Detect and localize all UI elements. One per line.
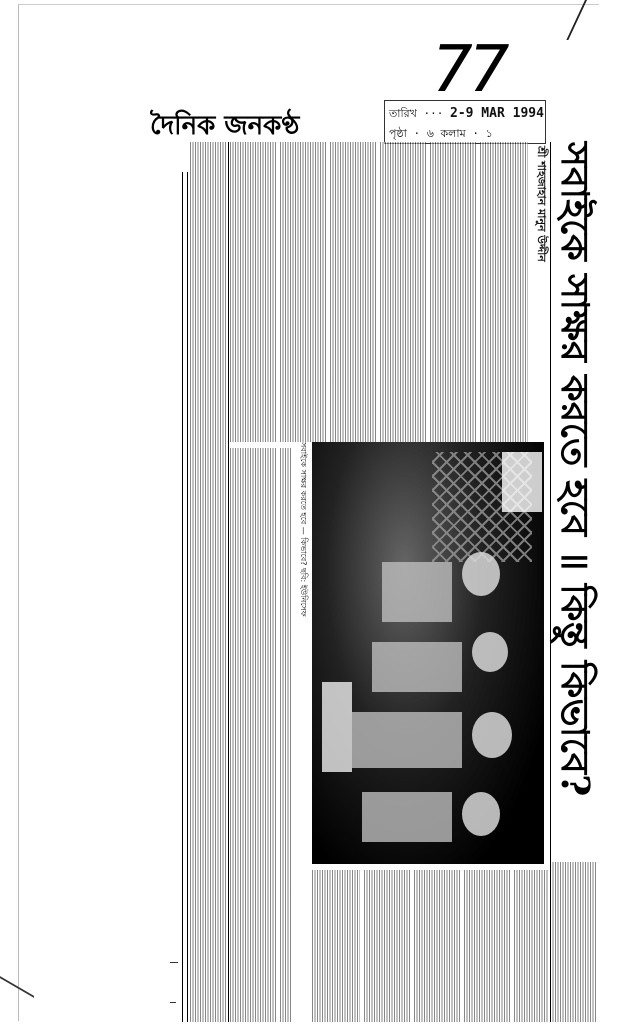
article-headline: সবাইকে সাক্ষর করতে হবে ॥ কিন্তু কিভাবে? <box>553 142 598 797</box>
photo-detail <box>472 712 512 758</box>
text-column <box>230 448 276 1022</box>
handwritten-page-number: 77 <box>432 33 506 107</box>
text-column <box>464 870 510 1022</box>
date-label: তারিখ <box>389 107 417 120</box>
column-divider <box>228 142 229 1022</box>
text-column <box>480 142 528 442</box>
column-label: কলাম <box>440 127 466 140</box>
news-article <box>180 142 600 1022</box>
byline-strip <box>532 142 550 442</box>
article-byline: শ্রী শাহজাহান মানুন উদ্দীন <box>535 146 548 262</box>
column-rule <box>182 172 188 1022</box>
article-photo <box>312 442 544 864</box>
column-value: ১ <box>485 127 493 140</box>
text-column <box>230 142 276 442</box>
text-column <box>280 448 292 1022</box>
photo-detail <box>472 632 508 672</box>
text-column <box>364 870 410 1022</box>
text-column <box>380 142 426 442</box>
date-row: তারিখ ··· 2-9 MAR 1994 <box>389 106 544 121</box>
date-stamp <box>384 100 546 144</box>
photo-detail <box>372 642 462 692</box>
date-value: 2-9 MAR 1994 <box>450 106 544 121</box>
text-column <box>312 870 360 1022</box>
text-column <box>514 870 548 1022</box>
text-column <box>550 862 596 1022</box>
photo-detail <box>362 792 452 842</box>
text-column <box>430 142 476 442</box>
photo-detail <box>382 562 452 622</box>
text-column <box>414 870 460 1022</box>
photo-detail <box>462 792 500 836</box>
text-column <box>330 142 376 442</box>
margin-mark <box>170 962 178 963</box>
column-divider <box>550 142 551 1022</box>
margin-mark <box>170 1002 176 1003</box>
page-label: পৃষ্ঠা <box>389 127 407 140</box>
page-column-row: পৃষ্ঠা · ৬ কলাম · ১ <box>389 127 493 140</box>
text-column <box>190 142 226 1022</box>
text-column <box>280 142 326 442</box>
photo-detail <box>352 712 462 768</box>
caption-strip <box>296 442 310 864</box>
photo-detail <box>322 682 352 772</box>
page-value: ৬ <box>426 127 434 140</box>
photo-detail <box>462 552 500 596</box>
newspaper-masthead: দৈনিক জনকণ্ঠ <box>150 111 300 141</box>
photo-detail <box>502 452 542 512</box>
photo-caption: সবাইকে সাক্ষর করতে হবে — কিভাবে? ছবি: ইউনিসেফ <box>299 442 308 617</box>
